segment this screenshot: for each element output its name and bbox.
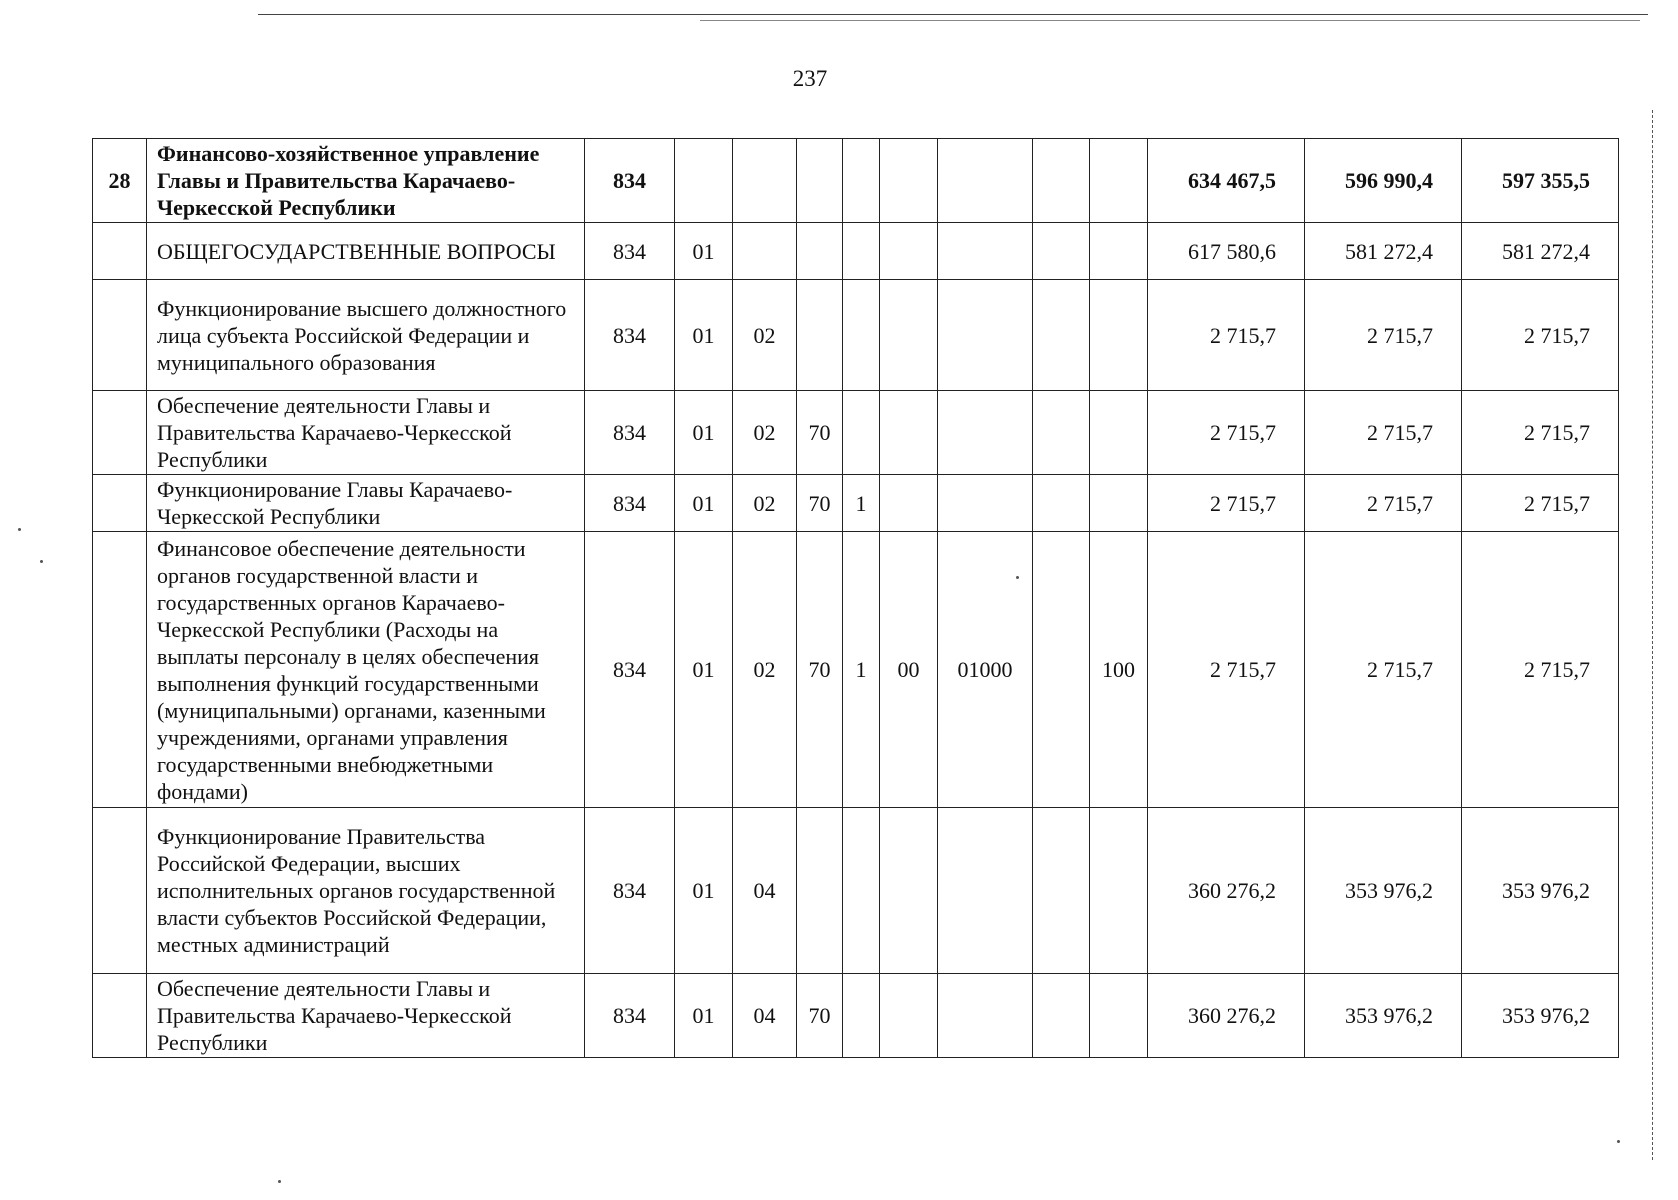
page-top-rule <box>258 14 1648 15</box>
cell-cs4 <box>938 223 1033 280</box>
cell-year3: 353 976,2 <box>1462 974 1619 1058</box>
table-row <box>93 139 1619 223</box>
cell-vr <box>1090 139 1148 223</box>
cell-cs2: 1 <box>843 532 880 808</box>
cell-vr <box>1090 280 1148 391</box>
cell-row-number <box>93 223 147 280</box>
cell-cs1 <box>797 280 843 391</box>
budget-table <box>92 138 1619 1058</box>
cell-cs2 <box>843 139 880 223</box>
cell-row-number <box>93 475 147 532</box>
cell-year2: 581 272,4 <box>1305 223 1462 280</box>
cell-cs5 <box>1033 391 1090 475</box>
cell-cs3 <box>880 280 938 391</box>
cell-cs1: 70 <box>797 532 843 808</box>
cell-year2: 353 976,2 <box>1305 808 1462 974</box>
cell-name: Обеспечение деятельности Главы и Правительства Карачаево-Черкесской Республики <box>147 391 585 475</box>
cell-year3: 581 272,4 <box>1462 223 1619 280</box>
scan-speck <box>1617 1140 1620 1143</box>
cell-cs1: 70 <box>797 475 843 532</box>
cell-rz <box>675 139 733 223</box>
cell-name: Функционирование высшего должностного лица субъекта Российской Федерации и муниципального образования <box>147 280 585 391</box>
cell-year3: 597 355,5 <box>1462 139 1619 223</box>
cell-year3: 2 715,7 <box>1462 475 1619 532</box>
cell-ved: 834 <box>585 223 675 280</box>
cell-name: Функционирование Главы Карачаево-Черкесской Республики <box>147 475 585 532</box>
cell-name: Обеспечение деятельности Главы и Правительства Карачаево-Черкесской Республики <box>147 974 585 1058</box>
cell-cs2 <box>843 974 880 1058</box>
cell-ved: 834 <box>585 139 675 223</box>
cell-year1: 634 467,5 <box>1148 139 1305 223</box>
cell-year2: 2 715,7 <box>1305 532 1462 808</box>
cell-row-number <box>93 280 147 391</box>
cell-ved: 834 <box>585 391 675 475</box>
cell-cs1 <box>797 223 843 280</box>
cell-row-number <box>93 391 147 475</box>
cell-cs2 <box>843 391 880 475</box>
cell-cs5 <box>1033 139 1090 223</box>
table-row <box>93 391 1619 475</box>
scan-speck <box>1016 576 1019 579</box>
cell-vr <box>1090 808 1148 974</box>
cell-year3: 2 715,7 <box>1462 391 1619 475</box>
cell-ved: 834 <box>585 974 675 1058</box>
cell-cs3 <box>880 139 938 223</box>
table-row <box>93 808 1619 974</box>
cell-cs4: 01000 <box>938 532 1033 808</box>
cell-cs3: 00 <box>880 532 938 808</box>
cell-year2: 2 715,7 <box>1305 391 1462 475</box>
cell-cs4 <box>938 280 1033 391</box>
cell-cs4 <box>938 139 1033 223</box>
cell-name: Функционирование Правительства Российской Федерации, высших исполнительных органов государственной власти субъектов Российской Федерации, местных администраций <box>147 808 585 974</box>
cell-year1: 2 715,7 <box>1148 391 1305 475</box>
cell-year1: 360 276,2 <box>1148 974 1305 1058</box>
cell-cs3 <box>880 808 938 974</box>
cell-row-number <box>93 532 147 808</box>
cell-pr: 02 <box>733 475 797 532</box>
cell-year1: 2 715,7 <box>1148 280 1305 391</box>
table-row <box>93 280 1619 391</box>
scan-speck <box>18 528 21 531</box>
cell-pr: 04 <box>733 808 797 974</box>
page-right-edge <box>1652 110 1653 1160</box>
cell-cs3 <box>880 391 938 475</box>
cell-name: Финансовое обеспечение деятельности органов государственной власти и государственных органов Карачаево-Черкесской Республики (Расходы на выплаты персоналу в целях обеспечения выполнения функций государственными (муниципальными) органами, казенными учреждениями, органами управления государственными внебюджетными фондами) <box>147 532 585 808</box>
cell-rz: 01 <box>675 223 733 280</box>
cell-cs1: 70 <box>797 974 843 1058</box>
page-number: 237 <box>792 66 828 91</box>
cell-cs5 <box>1033 532 1090 808</box>
cell-cs2 <box>843 223 880 280</box>
cell-cs5 <box>1033 475 1090 532</box>
cell-ved: 834 <box>585 532 675 808</box>
cell-cs4 <box>938 475 1033 532</box>
cell-rz: 01 <box>675 808 733 974</box>
cell-cs2: 1 <box>843 475 880 532</box>
cell-pr: 02 <box>733 280 797 391</box>
cell-year3: 2 715,7 <box>1462 280 1619 391</box>
table-row <box>93 532 1619 808</box>
cell-pr: 02 <box>733 391 797 475</box>
cell-vr <box>1090 974 1148 1058</box>
cell-rz: 01 <box>675 532 733 808</box>
cell-row-number <box>93 974 147 1058</box>
cell-rz: 01 <box>675 974 733 1058</box>
cell-cs4 <box>938 974 1033 1058</box>
cell-cs4 <box>938 391 1033 475</box>
cell-vr: 100 <box>1090 532 1148 808</box>
cell-cs5 <box>1033 974 1090 1058</box>
cell-row-number <box>93 808 147 974</box>
cell-rz: 01 <box>675 280 733 391</box>
cell-cs1: 70 <box>797 391 843 475</box>
cell-cs5 <box>1033 280 1090 391</box>
cell-ved: 834 <box>585 808 675 974</box>
cell-rz: 01 <box>675 475 733 532</box>
cell-year1: 2 715,7 <box>1148 532 1305 808</box>
cell-cs4 <box>938 808 1033 974</box>
scan-speck <box>40 560 43 563</box>
cell-cs5 <box>1033 808 1090 974</box>
cell-year2: 353 976,2 <box>1305 974 1462 1058</box>
cell-year1: 360 276,2 <box>1148 808 1305 974</box>
cell-name: Финансово-хозяйственное управление Главы и Правительства Карачаево-Черкесской Республики <box>147 139 585 223</box>
cell-cs3 <box>880 974 938 1058</box>
cell-cs1 <box>797 808 843 974</box>
budget-table-body <box>93 139 1619 1058</box>
cell-year1: 2 715,7 <box>1148 475 1305 532</box>
table-row <box>93 223 1619 280</box>
cell-rz: 01 <box>675 391 733 475</box>
cell-year3: 2 715,7 <box>1462 532 1619 808</box>
cell-row-number: 28 <box>93 139 147 223</box>
cell-cs5 <box>1033 223 1090 280</box>
cell-cs2 <box>843 280 880 391</box>
cell-vr <box>1090 475 1148 532</box>
cell-year1: 617 580,6 <box>1148 223 1305 280</box>
cell-cs3 <box>880 475 938 532</box>
cell-ved: 834 <box>585 280 675 391</box>
cell-pr: 04 <box>733 974 797 1058</box>
scan-speck <box>278 1180 281 1183</box>
cell-year2: 2 715,7 <box>1305 280 1462 391</box>
table-row <box>93 475 1619 532</box>
page-top-rule-secondary <box>700 20 1640 21</box>
table-row <box>93 974 1619 1058</box>
cell-ved: 834 <box>585 475 675 532</box>
cell-pr <box>733 139 797 223</box>
cell-vr <box>1090 223 1148 280</box>
cell-year2: 2 715,7 <box>1305 475 1462 532</box>
cell-year3: 353 976,2 <box>1462 808 1619 974</box>
cell-vr <box>1090 391 1148 475</box>
cell-cs3 <box>880 223 938 280</box>
cell-pr <box>733 223 797 280</box>
cell-cs1 <box>797 139 843 223</box>
cell-year2: 596 990,4 <box>1305 139 1462 223</box>
cell-cs2 <box>843 808 880 974</box>
cell-pr: 02 <box>733 532 797 808</box>
cell-name: ОБЩЕГОСУДАРСТВЕННЫЕ ВОПРОСЫ <box>147 223 585 280</box>
